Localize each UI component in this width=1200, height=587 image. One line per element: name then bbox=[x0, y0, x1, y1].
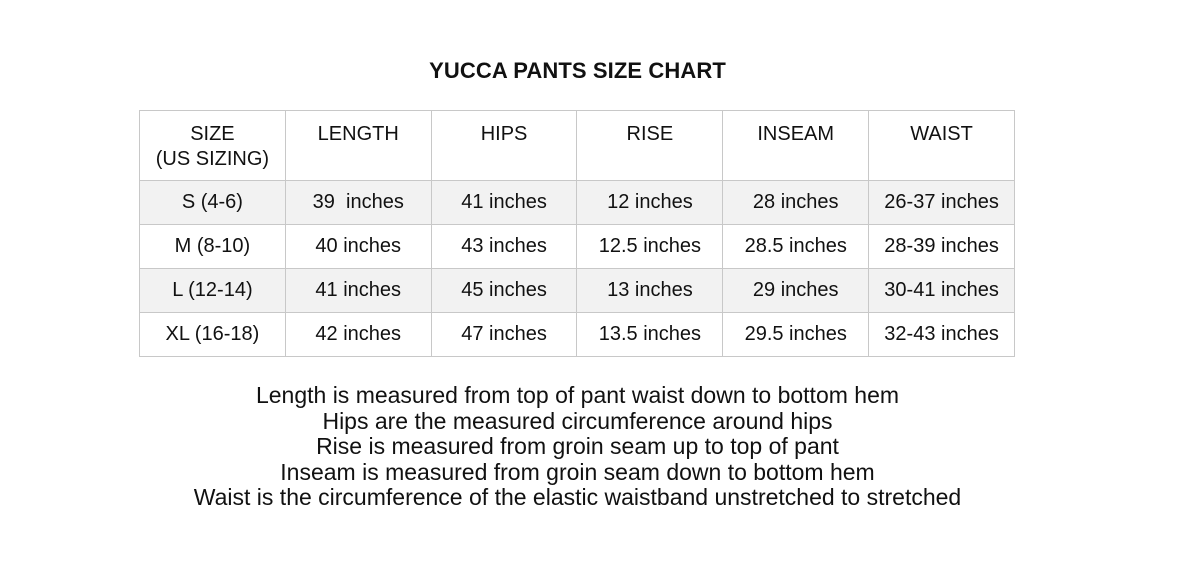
inseam-cell: 29.5 inches bbox=[723, 313, 869, 357]
size-chart-table bbox=[139, 110, 1015, 357]
length-cell: 41 inches bbox=[285, 269, 431, 313]
table-row bbox=[140, 313, 1015, 357]
inseam-cell: 28 inches bbox=[723, 181, 869, 225]
waist-cell: 30-41 inches bbox=[869, 269, 1015, 313]
length-cell: 40 inches bbox=[285, 225, 431, 269]
header-rise: RISE bbox=[577, 111, 723, 181]
rise-cell: 12 inches bbox=[577, 181, 723, 225]
table-row bbox=[140, 181, 1015, 225]
header-size bbox=[140, 111, 286, 181]
header-length: LENGTH bbox=[285, 111, 431, 181]
hips-cell: 47 inches bbox=[431, 313, 577, 357]
note-inseam: Inseam is measured from groin seam down to bottom hem bbox=[280, 458, 875, 485]
size-cell: M (8-10) bbox=[140, 225, 286, 269]
hips-cell: 45 inches bbox=[431, 269, 577, 313]
measurement-notes bbox=[0, 383, 1155, 511]
rise-cell: 13 inches bbox=[577, 269, 723, 313]
waist-cell: 26-37 inches bbox=[869, 181, 1015, 225]
waist-cell: 32-43 inches bbox=[869, 313, 1015, 357]
header-hips: HIPS bbox=[431, 111, 577, 181]
note-length: Length is measured from top of pant waist down to bottom hem bbox=[255, 382, 900, 408]
length-cell: 42 inches bbox=[285, 313, 431, 357]
inseam-cell: 29 inches bbox=[723, 269, 869, 313]
table-row bbox=[140, 269, 1015, 313]
hips-cell: 43 inches bbox=[431, 225, 577, 269]
size-cell: S (4-6) bbox=[140, 181, 286, 225]
note-rise: Rise is measured from groin seam up to top of pant bbox=[316, 433, 839, 459]
header-waist: WAIST bbox=[869, 111, 1015, 181]
hips-cell: 41 inches bbox=[431, 181, 577, 225]
table-body bbox=[140, 181, 1015, 357]
size-cell: XL (16-18) bbox=[140, 313, 286, 357]
rise-cell: 13.5 inches bbox=[577, 313, 723, 357]
waist-cell: 28-39 inches bbox=[869, 225, 1015, 269]
length-cell: 39 inches bbox=[285, 181, 431, 225]
header-row bbox=[140, 111, 1015, 181]
header-size-line2: (US SIZING) bbox=[155, 148, 270, 170]
inseam-cell: 28.5 inches bbox=[723, 225, 869, 269]
header-inseam: INSEAM bbox=[723, 111, 869, 181]
page-title: YUCCA PANTS SIZE CHART bbox=[429, 58, 726, 83]
rise-cell: 12.5 inches bbox=[577, 225, 723, 269]
table-row bbox=[140, 225, 1015, 269]
header-size-line1: SIZE bbox=[190, 123, 235, 145]
note-hips: Hips are the measured circumference around hips bbox=[322, 407, 833, 434]
table-header bbox=[140, 111, 1015, 181]
note-waist: Waist is the circumference of the elastic waistband unstretched to stretched bbox=[193, 484, 962, 510]
size-cell: L (12-14) bbox=[140, 269, 286, 313]
